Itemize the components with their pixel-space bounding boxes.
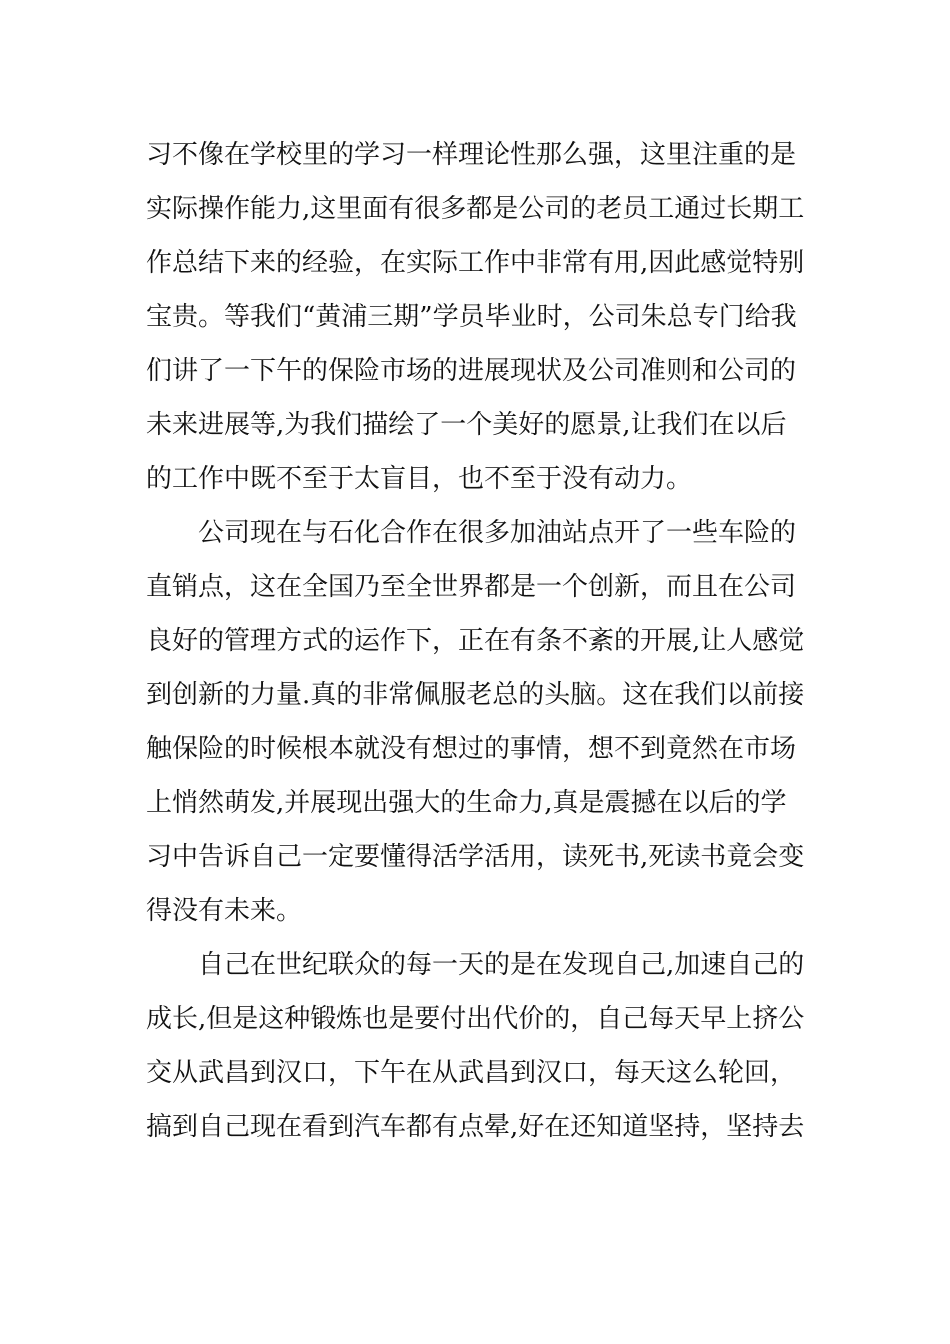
text-line: 良好的管理方式的运作下，正在有条不紊的开展,让人感觉 xyxy=(146,626,805,656)
text-line: 未来进展等,为我们描绘了一个美好的愿景,让我们在以后 xyxy=(146,410,787,440)
paragraph-start-line: 公司现在与石化合作在很多加油站点开了一些车险的 xyxy=(198,518,797,548)
text-line: 习不像在学校里的学习一样理论性那么强，这里注重的是 xyxy=(146,140,797,170)
text-line: 得没有未来。 xyxy=(146,896,303,926)
text-line: 成长,但是这种锻炼也是要付出代价的，自己每天早上挤公 xyxy=(146,1004,805,1034)
text-line: 触保险的时候根本就没有想过的事情，想不到竟然在市场 xyxy=(146,734,797,764)
text-line: 的工作中既不至于太盲目，也不至于没有动力。 xyxy=(146,464,693,494)
text-line: 搞到自己现在看到汽车都有点晕,好在还知道坚持，坚持去 xyxy=(146,1112,805,1142)
text-line: 直销点，这在全国乃至全世界都是一个创新，而且在公司 xyxy=(146,572,797,602)
text-line: 宝贵。等我们“黄浦三期”学员毕业时，公司朱总专门给我 xyxy=(146,302,797,332)
text-line: 们讲了一下午的保险市场的进展现状及公司准则和公司的 xyxy=(146,356,797,386)
document-body xyxy=(146,128,811,1154)
paragraph-start-line: 自己在世纪联众的每一天的是在发现自己,加速自己的 xyxy=(198,950,805,980)
text-line: 作总结下来的经验，在实际工作中非常有用,因此感觉特别 xyxy=(146,248,805,278)
text-line: 到创新的力量.真的非常佩服老总的头脑。这在我们以前接 xyxy=(146,680,805,710)
text-line: 上悄然萌发,并展现出强大的生命力,真是震撼在以后的学 xyxy=(146,788,787,818)
text-line: 实际操作能力,这里面有很多都是公司的老员工通过长期工 xyxy=(146,194,805,224)
text-line: 习中告诉自己一定要懂得活学活用，读死书,死读书竟会变 xyxy=(146,842,805,872)
text-line: 交从武昌到汉口，下午在从武昌到汉口，每天这么轮回， xyxy=(146,1058,797,1088)
